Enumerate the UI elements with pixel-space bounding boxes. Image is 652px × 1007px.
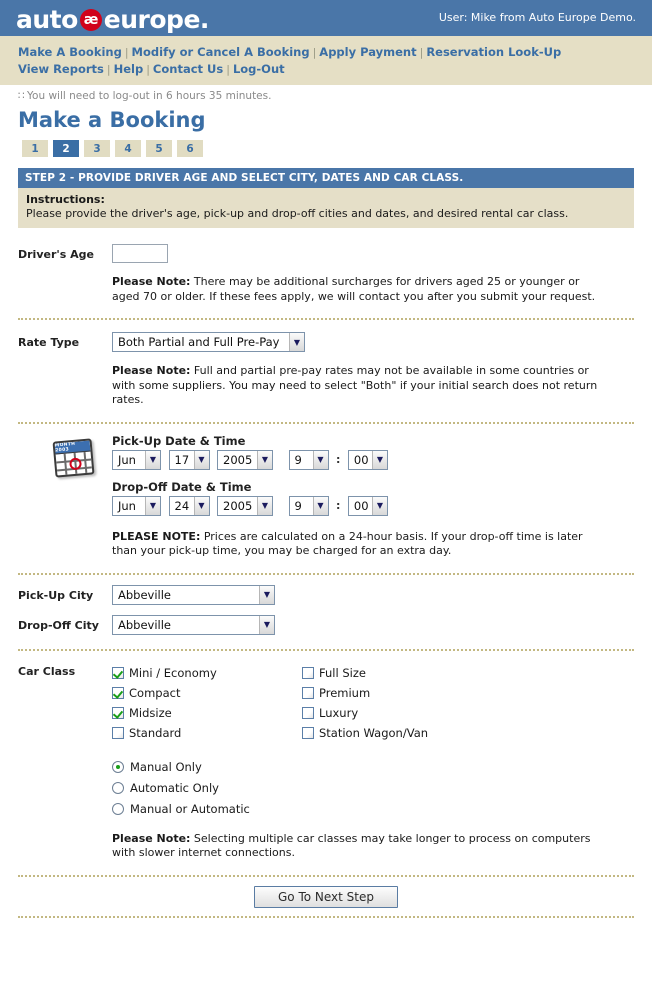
chevron-down-icon: ▼ (145, 497, 160, 515)
dates-note-bold: PLEASE NOTE: (112, 529, 201, 543)
checkbox-item-station-wagon-van[interactable] (302, 723, 492, 743)
pickup-city-label: Pick-Up City (18, 588, 94, 602)
dates-note-text: Prices are calculated on a 24-hour basis. If your drop-off time is later than your pick-up time, you may be charged for an extra day. (112, 529, 583, 557)
pickup-city-value: Abbeville (118, 587, 172, 602)
car-class-row (0, 663, 652, 861)
nav-separator: | (419, 46, 424, 59)
car-class-note-bold: Please Note: (112, 831, 191, 845)
drivers-age-label: Driver's Age (18, 248, 94, 261)
radio-icon-unselected[interactable] (112, 782, 124, 794)
pickup-year-value: 2005 (223, 452, 253, 467)
car-class-note-text: Selecting multiple car classes may take longer to process on computers with slower internet connections. (112, 831, 591, 859)
radio-icon-selected[interactable] (112, 761, 124, 773)
pickup-month-select[interactable] (112, 450, 161, 470)
step-banner: STEP 2 - PROVIDE DRIVER AGE AND SELECT CITY, DATES AND CAR CLASS. (18, 168, 634, 188)
pickup-hour-value: 9 (294, 452, 302, 467)
checkbox-label: Luxury (319, 705, 359, 720)
dropoff-day-value: 24 (174, 498, 190, 513)
rate-type-value: Both Partial and Full Pre-Pay (118, 335, 280, 349)
step-tab-5[interactable]: 5 (146, 140, 172, 157)
nav-row-2 (18, 61, 652, 78)
instructions-text: Please provide the driver's age, pick-up and drop-off cities and dates, and desired rental car class. (26, 207, 569, 220)
checkbox-icon-unchecked[interactable] (302, 707, 314, 719)
dropoff-city-value: Abbeville (118, 617, 172, 632)
nav-item-view-reports[interactable]: View Reports (18, 62, 104, 76)
nav-item-reservation-lookup[interactable]: Reservation Look-Up (426, 45, 562, 59)
rate-type-select[interactable] (112, 332, 305, 352)
chevron-down-icon: ▼ (194, 451, 209, 469)
rate-type-label: Rate Type (18, 336, 80, 349)
checkbox-label: Mini / Economy (129, 665, 217, 680)
pickup-year-select[interactable] (217, 450, 273, 470)
car-class-column-right (302, 663, 492, 743)
checkbox-item-midsize[interactable] (112, 703, 302, 723)
checkbox-label: Station Wagon/Van (319, 725, 429, 740)
dropoff-time-colon: : (336, 498, 341, 512)
dropoff-minute-value: 00 (353, 498, 369, 513)
checkbox-icon-unchecked[interactable] (302, 667, 314, 679)
chevron-down-icon: ▼ (194, 497, 209, 515)
nav-separator: | (226, 63, 230, 76)
checkbox-item-full-size[interactable] (302, 663, 492, 683)
logo-text-europe: europe (103, 5, 200, 34)
checkbox-icon-checked[interactable] (112, 667, 124, 679)
checkbox-label: Midsize (129, 705, 172, 720)
car-class-checkbox-grid (112, 663, 634, 743)
pickup-time-colon: : (336, 452, 341, 466)
rate-type-note-text: Full and partial pre-pay rates may not be available in some countries or with some suppliers. You may need to select "Both" if your initial search does not return rates. (112, 364, 598, 406)
chevron-down-icon: ▼ (145, 451, 160, 469)
page-title: Make a Booking (18, 108, 206, 132)
pickup-datetime-label: Pick-Up Date & Time (112, 433, 246, 448)
nav-separator: | (106, 63, 111, 76)
dropoff-day-select[interactable] (169, 496, 210, 516)
chevron-down-icon: ▼ (313, 497, 328, 515)
session-timer (0, 86, 652, 102)
car-class-note (112, 832, 602, 861)
nav-item-help[interactable]: Help (113, 62, 144, 76)
radio-label: Manual Only (130, 760, 202, 774)
pickup-city-select[interactable] (112, 585, 275, 605)
pickup-minute-value: 00 (353, 452, 369, 467)
radio-icon-unselected[interactable] (112, 803, 124, 815)
dropoff-hour-select[interactable] (289, 496, 329, 516)
checkbox-label: Premium (319, 685, 371, 700)
transmission-radio-group (112, 757, 634, 820)
chevron-down-icon: ▼ (372, 451, 387, 469)
radio-label: Automatic Only (130, 781, 219, 795)
checkbox-item-luxury[interactable] (302, 703, 492, 723)
session-timer-text: You will need to log-out in 6 hours 35 minutes. (27, 90, 272, 102)
nav-row-1 (18, 44, 652, 61)
dropoff-city-row (0, 615, 652, 635)
car-class-column-left (112, 663, 302, 743)
drivers-age-row (0, 244, 652, 304)
dropoff-datetime-label: Drop-Off Date & Time (112, 479, 252, 494)
checkbox-icon-checked[interactable] (112, 687, 124, 699)
checkbox-label: Compact (129, 685, 181, 700)
step-tab-1[interactable]: 1 (22, 140, 48, 157)
chevron-down-icon: ▼ (257, 451, 272, 469)
checkbox-item-standard[interactable] (112, 723, 302, 743)
user-label: User: Mike from Auto Europe Demo. (438, 11, 636, 24)
go-to-next-step-button[interactable]: Go To Next Step (254, 886, 398, 908)
drivers-age-input[interactable] (112, 244, 168, 263)
drivers-age-note-text: There may be additional surcharges for drivers aged 25 or younger or aged 70 or older. If these fees apply, we will contact you after you submit your request. (112, 275, 596, 303)
radio-label: Manual or Automatic (130, 802, 250, 816)
nav-separator: | (146, 63, 150, 76)
chevron-down-icon: ▼ (259, 586, 274, 604)
logo-ae-mark: æ (80, 9, 102, 31)
dropoff-datetime-controls (112, 496, 634, 516)
instructions-heading: Instructions: (26, 193, 105, 206)
instructions-box (18, 188, 634, 228)
chevron-down-icon: ▼ (372, 497, 387, 515)
step-tab-4[interactable]: 4 (115, 140, 141, 157)
site-header (0, 0, 652, 36)
pickup-city-row (0, 585, 652, 605)
step-indicator (22, 140, 652, 157)
checkbox-item-mini-economy[interactable] (112, 663, 302, 683)
chevron-down-icon: ▼ (313, 451, 328, 469)
main-navigation (0, 36, 652, 86)
pickup-minute-select[interactable] (348, 450, 388, 470)
dropoff-year-select[interactable] (217, 496, 273, 516)
checkbox-label: Standard (129, 725, 182, 740)
pickup-hour-select[interactable] (289, 450, 329, 470)
rate-type-note-bold: Please Note: (112, 364, 191, 377)
dropoff-city-select[interactable] (112, 615, 275, 635)
chevron-down-icon: ▼ (257, 497, 272, 515)
bullet-icon: ∷ (18, 90, 24, 102)
car-class-label: Car Class (18, 664, 76, 678)
step-tab-6[interactable]: 6 (177, 140, 203, 157)
step-tab-2[interactable]: 2 (53, 140, 79, 157)
nav-item-apply-payment[interactable]: Apply Payment (319, 45, 417, 59)
checkbox-icon-unchecked[interactable] (302, 687, 314, 699)
calendar-icon-header: MONTH 2003 (55, 440, 91, 454)
dropoff-month-select[interactable] (112, 496, 161, 516)
dates-note (112, 530, 602, 559)
checkbox-icon-unchecked[interactable] (302, 727, 314, 739)
dropoff-year-value: 2005 (223, 498, 253, 513)
dropoff-minute-select[interactable] (348, 496, 388, 516)
divider-below-submit (18, 916, 634, 918)
logo-period: . (199, 5, 209, 34)
dropoff-month-value: Jun (118, 498, 136, 513)
chevron-down-icon: ▼ (289, 333, 304, 351)
auto-europe-logo[interactable] (16, 5, 209, 34)
pickup-month-value: Jun (118, 452, 136, 467)
chevron-down-icon: ▼ (259, 616, 274, 634)
checkbox-item-premium[interactable] (302, 683, 492, 703)
dates-row (0, 434, 652, 559)
nav-separator: | (312, 46, 317, 59)
dropoff-city-label: Drop-Off City (18, 618, 99, 632)
nav-separator: | (124, 46, 129, 59)
nav-item-make-a-booking[interactable]: Make A Booking (18, 45, 122, 59)
radio-item-automatic-only[interactable] (112, 778, 634, 799)
nav-item-modify-or-cancel[interactable]: Modify or Cancel A Booking (131, 45, 310, 59)
rate-type-row (0, 332, 652, 408)
pickup-day-select[interactable] (169, 450, 210, 470)
calendar-icon (51, 436, 97, 480)
pickup-day-value: 17 (174, 452, 190, 467)
radio-item-manual-only[interactable] (112, 757, 634, 778)
logo-text-auto: auto (16, 5, 78, 34)
dropoff-hour-value: 9 (294, 498, 302, 513)
step-tab-3[interactable]: 3 (84, 140, 110, 157)
rate-type-note (112, 364, 602, 408)
nav-item-contact-us[interactable]: Contact Us (152, 62, 224, 76)
checkbox-icon-unchecked[interactable] (112, 727, 124, 739)
checkbox-label: Full Size (319, 665, 366, 680)
drivers-age-note-bold: Please Note: (112, 275, 191, 288)
nav-item-log-out[interactable]: Log-Out (232, 62, 285, 76)
pickup-datetime-controls (112, 450, 634, 470)
radio-item-manual-or-automatic[interactable] (112, 799, 634, 820)
submit-row (0, 877, 652, 916)
checkbox-item-compact[interactable] (112, 683, 302, 703)
checkbox-icon-checked[interactable] (112, 707, 124, 719)
drivers-age-note (112, 275, 602, 304)
